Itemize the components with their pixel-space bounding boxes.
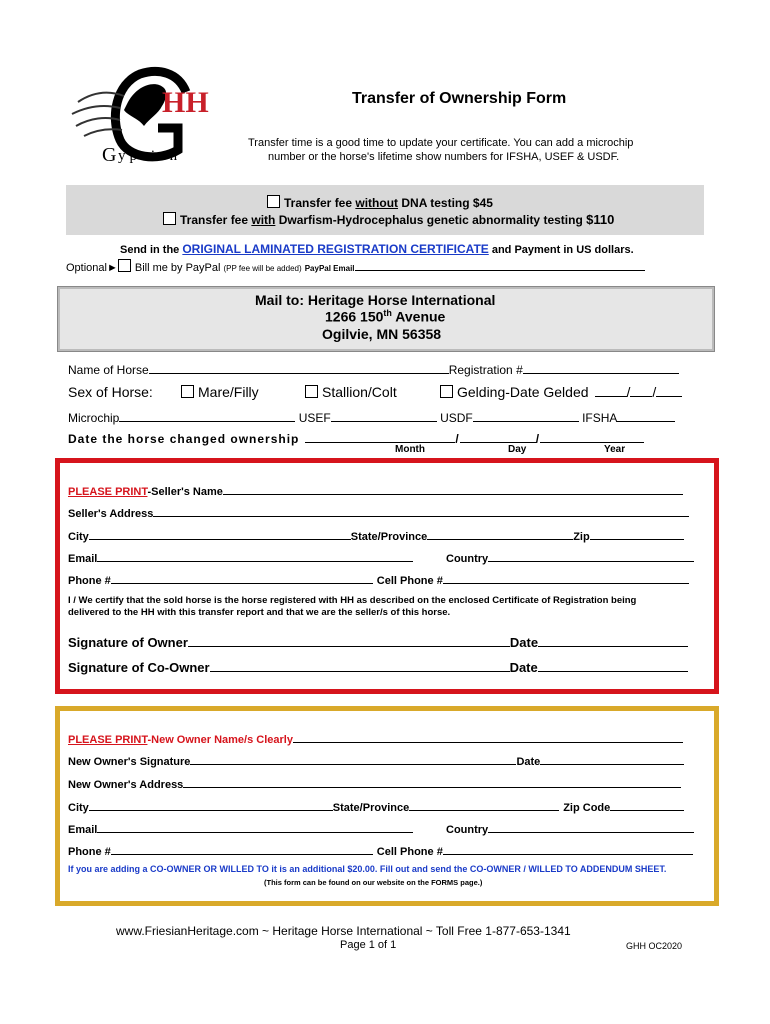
seller-phone-row: [68, 571, 689, 587]
coowner-signature-row: [68, 659, 688, 675]
bill-paypal-label: Bill me by PayPal: [134, 262, 221, 274]
buyer-date-label: Date: [516, 756, 541, 768]
coowner-note: If you are adding a CO-OWNER OR WILLED TO it is an additional $20.00. Fill out and send the CO-OWNER / WILLED TO ADDENDUM SHEET.: [68, 864, 667, 874]
seller-cell-field[interactable]: [443, 571, 689, 584]
seller-city-row: [68, 527, 684, 543]
seller-zip-field[interactable]: [590, 527, 684, 540]
gelded-day-field[interactable]: [630, 384, 652, 397]
page-number: Page 1 of 1: [340, 939, 397, 951]
fee-box: [66, 185, 704, 235]
send-in-line: [120, 242, 634, 256]
mail-line3: Ogilvie, MN 56358: [322, 326, 442, 342]
stallion-label: Stallion/Colt: [322, 384, 397, 400]
seller-country-label: Country: [446, 553, 489, 565]
buyer-phone-field[interactable]: [111, 842, 373, 855]
mail-street-sup: th: [383, 308, 392, 318]
owner-signature-field[interactable]: [188, 634, 510, 647]
gelding-option: Gelding-Date Gelded / /: [440, 384, 682, 400]
coowner-date-label: Date: [509, 660, 538, 675]
fee-with-row: [163, 212, 614, 227]
usdf-field[interactable]: [473, 409, 579, 422]
fee1-em: without: [355, 196, 399, 210]
buyer-please-print: PLEASE PRINT: [68, 734, 148, 746]
seller-address-row: [68, 504, 689, 520]
seller-state-label: State/Province: [350, 531, 428, 543]
mare-checkbox[interactable]: [181, 385, 194, 398]
stallion-checkbox[interactable]: [305, 385, 318, 398]
buyer-phone-row: [68, 842, 693, 858]
seller-name-label: -Seller's Name: [147, 486, 223, 498]
buyer-city-field[interactable]: [89, 798, 333, 811]
owner-date-label: Date: [509, 635, 539, 650]
buyer-cell-field[interactable]: [443, 842, 693, 855]
owner-date-field[interactable]: [538, 634, 688, 647]
seller-country-field[interactable]: [488, 549, 694, 562]
form-code: GHH OC2020: [626, 941, 683, 951]
fee-without-row: [267, 195, 493, 210]
optional-label: Optional►: [66, 262, 118, 274]
mail-street-number: 1266 150: [325, 308, 384, 325]
buyer-country-field[interactable]: [488, 820, 694, 833]
seller-email-field[interactable]: [97, 549, 413, 562]
seller-address-label: Seller's Address: [68, 508, 154, 520]
buyer-phone-label: Phone #: [68, 846, 111, 858]
fee2-pre: Transfer fee: [180, 213, 252, 227]
paypal-email-label: PayPal Email: [304, 264, 355, 273]
gelded-year-field[interactable]: [656, 384, 682, 397]
logo-caption-g: G: [102, 144, 117, 166]
sex-label: Sex of Horse:: [68, 384, 153, 400]
seller-phone-label: Phone #: [68, 575, 111, 587]
paypal-checkbox[interactable]: [118, 259, 131, 272]
fee1-pre: Transfer fee: [284, 196, 356, 210]
mare-option: [181, 384, 259, 400]
coowner-subnote: (This form can be found on our website on the FORMS page.): [264, 878, 483, 887]
gelding-label: Gelding-Date Gelded: [457, 384, 589, 400]
seller-address-field[interactable]: [153, 504, 689, 517]
usdf-label: USDF: [440, 411, 473, 425]
buyer-address-field[interactable]: [183, 775, 681, 788]
send-post: and Payment in US dollars.: [488, 244, 634, 256]
changed-month-field[interactable]: [305, 430, 455, 443]
fee-with-checkbox[interactable]: [163, 212, 176, 225]
footer-line: www.FriesianHeritage.com ~ Heritage Horse International ~ Toll Free 1-877-653-1341: [116, 924, 571, 938]
seller-cell-label: Cell Phone #: [376, 575, 443, 587]
seller-email-row: [68, 549, 413, 565]
microchip-field[interactable]: [119, 409, 295, 422]
paypal-email-field[interactable]: [355, 258, 645, 271]
coowner-date-field[interactable]: [538, 659, 688, 672]
buyer-name-field[interactable]: [293, 730, 683, 743]
fee2-amount: $110: [586, 212, 615, 227]
buyer-country-row: [446, 820, 694, 836]
date-changed-label: Date the horse changed ownership: [68, 432, 300, 446]
buyer-city-row: [68, 798, 684, 814]
buyer-name-row: [68, 730, 683, 746]
mare-label: Mare/Filly: [198, 384, 259, 400]
numbers-row: [68, 409, 675, 425]
coowner-signature-field[interactable]: [210, 659, 510, 672]
intro-line1: Transfer time is a good time to update your certificate. You can add a microchip: [248, 137, 634, 149]
microchip-label: Microchip: [68, 411, 120, 425]
gypsian-logo: [68, 62, 208, 170]
sex-row: [68, 384, 153, 400]
buyer-address-row: [68, 775, 681, 791]
fee-without-checkbox[interactable]: [267, 195, 280, 208]
mail-street-name: Avenue: [391, 308, 446, 325]
day-caption: Day: [508, 444, 527, 455]
buyer-name-label: -New Owner Name/s Clearly: [147, 734, 293, 746]
buyer-signature-row: [68, 752, 684, 768]
horse-name-label: Name of Horse: [68, 363, 149, 377]
buyer-email-row: [68, 820, 413, 836]
changed-year-field[interactable]: [540, 430, 644, 443]
ifsha-field[interactable]: [617, 409, 675, 422]
seller-country-row: [446, 549, 694, 565]
horse-name-field[interactable]: [149, 361, 449, 374]
logo-hh: HH: [162, 86, 209, 119]
owner-signature-label: Signature of Owner: [68, 635, 188, 650]
stallion-option: [305, 384, 397, 400]
coowner-signature-label: Signature of Co-Owner: [68, 660, 210, 675]
buyer-zip-label: Zip Code: [563, 802, 611, 814]
usef-label: USEF: [298, 411, 331, 425]
gelded-month-field[interactable]: [595, 384, 627, 397]
buyer-country-label: Country: [446, 824, 489, 836]
mail-line1: Mail to: Heritage Horse International: [255, 292, 496, 308]
buyer-date-field[interactable]: [540, 752, 684, 765]
mail-line2: [325, 308, 445, 325]
buyer-cell-label: Cell Phone #: [376, 846, 443, 858]
seller-name-field[interactable]: [223, 482, 683, 495]
seller-city-field[interactable]: [89, 527, 351, 540]
buyer-signature-label: New Owner's Signature: [68, 756, 191, 768]
seller-name-row: [68, 482, 683, 498]
pp-note: (PP fee will be added): [223, 264, 302, 273]
fee2-mid: Dwarfism-Hydrocephalus genetic abnormality testing: [275, 213, 587, 227]
seller-certify-1: I / We certify that the sold horse is the horse registered with HH as described on the enclosed Certificate of Registration being: [68, 595, 637, 606]
buyer-email-field[interactable]: [97, 820, 413, 833]
seller-state-field[interactable]: [427, 527, 573, 540]
buyer-state-field[interactable]: [409, 798, 559, 811]
logo-caption: ypsian: [118, 148, 182, 164]
owner-signature-row: [68, 634, 688, 650]
fee1-post: DNA testing $45: [398, 196, 493, 210]
original-certificate-text: ORIGINAL LAMINATED REGISTRATION CERTIFICATE: [182, 242, 489, 256]
horse-name-row: [68, 361, 679, 377]
buyer-address-label: New Owner's Address: [68, 779, 184, 791]
usef-field[interactable]: [331, 409, 437, 422]
buyer-email-label: Email: [68, 824, 98, 836]
seller-zip-label: Zip: [573, 531, 590, 543]
page-title: Transfer of Ownership Form: [352, 90, 567, 107]
buyer-state-label: State/Province: [332, 802, 410, 814]
send-pre: Send in the: [120, 244, 183, 256]
seller-please-print: PLEASE PRINT: [68, 486, 148, 498]
seller-certify-2: delivered to the HH with this transfer report and that we are the seller/s of this horse.: [68, 607, 451, 618]
intro-line2: number or the horse's lifetime show numbers for IFSHA, USEF & USDF.: [268, 151, 620, 163]
buyer-city-label: City: [68, 802, 89, 814]
changed-day-field[interactable]: [460, 430, 536, 443]
gelding-checkbox[interactable]: [440, 385, 453, 398]
registration-label: Registration #: [448, 363, 523, 377]
seller-email-label: Email: [68, 553, 98, 565]
paypal-line: [66, 258, 645, 274]
date-changed-row: Date the horse changed ownership / /: [68, 430, 644, 446]
seller-city-label: City: [68, 531, 89, 543]
buyer-zip-field[interactable]: [610, 798, 684, 811]
buyer-signature-field[interactable]: [190, 752, 516, 765]
registration-field[interactable]: [523, 361, 679, 374]
ifsha-label: IFSHA: [582, 411, 618, 425]
year-caption: Year: [604, 444, 626, 455]
month-caption: Month: [395, 444, 425, 455]
seller-phone-field[interactable]: [111, 571, 373, 584]
fee2-em: with: [251, 213, 276, 227]
